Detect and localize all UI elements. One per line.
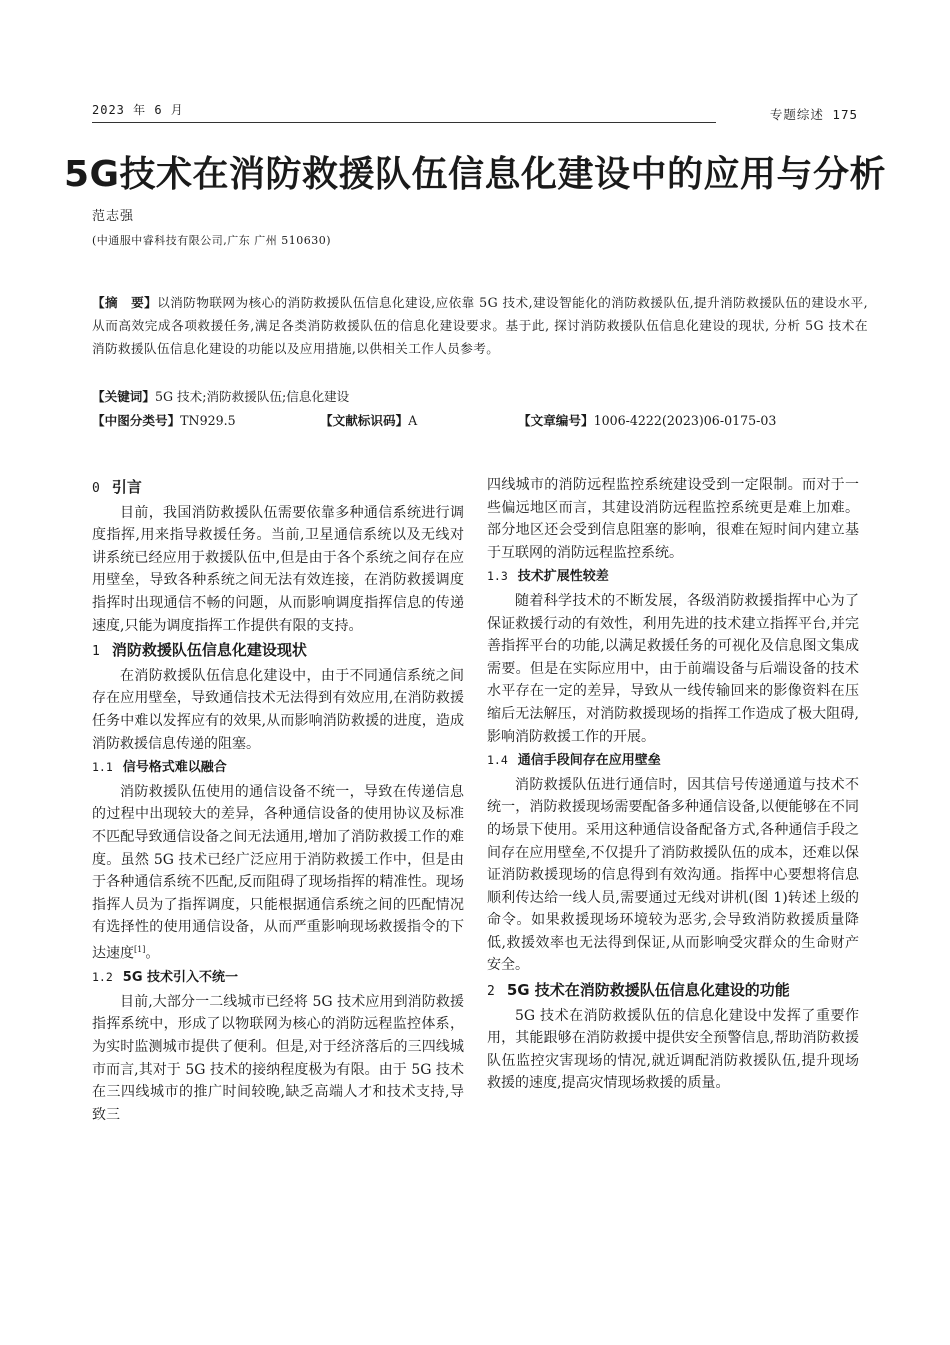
subsection-heading (92, 756, 464, 780)
affiliation: (中通服中睿科技有限公司,广东 广州 510630) (92, 234, 332, 247)
abstract (92, 291, 868, 360)
keywords (92, 386, 349, 405)
paragraph: 5G 技术在消防救援队伍的信息化建设中发挥了重要作用，其能跟够在消防救援中提供安全预警信息,帮助消防救援队伍监控灾害现场的情况,就近调配消防救援队伍,提升现场救援的速度,提高灾情现场救援的质量。 (487, 1007, 859, 1092)
subsection-number: 1.2 (92, 970, 113, 985)
header-rule (92, 122, 716, 123)
subsection-heading (487, 749, 859, 773)
paragraph: 在消防救援队伍信息化建设中，由于不同通信系统之间存在应用壁垒，导致通信技术无法得到有效应用,在消防救援任务中难以发挥应有的效果,从而影响消防救援的进度，造成消防救援信息传递的阻塞。 (92, 667, 464, 752)
subsection-title: 技术扩展性较差 (517, 569, 609, 585)
keywords-text: 5G 技术;消防救援队伍;信息化建设 (154, 389, 350, 404)
section-heading (92, 639, 464, 664)
paragraph-end: 。 (145, 945, 160, 962)
subsection-heading (92, 966, 464, 990)
section-heading (487, 979, 859, 1004)
paragraph: 随着科学技术的不断发展，各级消防救援指挥中心为了保证救援行动的有效性，利用先进的技术建立指挥平台,并完善指挥平台的功能,以满足救援任务的可视化及信息图文集成需要。但是在实际应用中，由于前端设备与后端设备的技术水平存在一定的差异，导致从一线传输回来的影像资料在压缩后无法解压，对消防救援现场的指挥工作造成了极大阻碍,影响消防救援工作的开展。 (487, 592, 859, 745)
clc-number (92, 410, 236, 429)
section-number: 0 (92, 481, 100, 496)
subsection-title: 5G 技术引入不统一 (122, 970, 239, 986)
header-date: 2023 年 6 月 (92, 103, 184, 117)
header-section-page: 专题综述 175 (769, 107, 858, 122)
abstract-label: 【摘 要】 (92, 295, 158, 310)
paragraph-continued: 四线城市的消防远程监控系统建设受到一定限制。而对于一些偏远地区而言，其建设消防远程监控系统更是难上加难。部分地区还会受到信息阻塞的影响，很难在短时间内建立基于互联网的消防远程监控系统。 (487, 477, 859, 561)
left-column (92, 474, 464, 1126)
paragraph (92, 781, 464, 965)
art-value: 1006-4222(2023)06-0175-03 (593, 413, 777, 428)
clc-value: TN929.5 (180, 413, 236, 428)
subsection-number: 1.3 (487, 569, 508, 584)
doc-value: A (408, 413, 418, 428)
citation-ref: [1] (134, 944, 146, 954)
clc-label: 【中图分类号】 (92, 413, 181, 428)
article-title: 5G技术在消防救援队伍信息化建设中的应用与分析 (63, 154, 887, 195)
keywords-label: 【关键词】 (92, 389, 155, 404)
author: 范志强 (92, 209, 135, 224)
subsection-title: 通信手段间存在应用壁垒 (517, 753, 661, 769)
subsection-number: 1.1 (92, 760, 113, 775)
paragraph: 目前,大部分一二线城市已经将 5G 技术应用到消防救援指挥系统中，形成了以物联网为核心的消防远程监控体系，为实时监测城市提供了便利。但是,对于经济落后的三四线城市而言,其对于 5G 技术的接纳程度极为有限。由于 5G 技术在三四线城市的推广时间较晚,缺乏高端人才和技术支持,导致三 (92, 993, 464, 1123)
subsection-heading (487, 565, 859, 589)
section-title: 引言 (111, 478, 142, 496)
subsection-number: 1.4 (487, 753, 508, 768)
section-heading (92, 476, 464, 501)
section-title: 消防救援队伍信息化建设现状 (111, 641, 307, 660)
right-column (487, 474, 859, 1095)
paragraph-text: 消防救援队伍使用的通信设备不统一，导致在传递信息的过程中出现较大的差异，各种通信设备的使用协议及标准不匹配导致通信设备之间无法通用,增加了消防救援工作的难度。虽然 5G 技术已经广泛应用于消防救援工作中，但是由于各种通信系统不匹配,反而阻碍了现场指挥的精准性。现场指挥人员为了指挥调度，只能根据通信系统之间的匹配情况有选择性的使用通信设备，从而严重影响现场救援指令的下达速度 (92, 783, 464, 962)
doc-label: 【文献标识码】 (320, 413, 409, 428)
subsection-title: 信号格式难以融合 (122, 760, 227, 776)
section-number: 2 (487, 984, 495, 1000)
section-number: 1 (92, 644, 100, 660)
paragraph: 消防救援队伍进行通信时，因其信号传递通道与技术不统一，消防救援现场需要配备多种通信设备,以便能够在不同的场景下使用。采用这种通信设备配备方式,各种通信手段之间存在应用壁垒,不仅提升了消防救援队伍的成本，还难以保证消防救援现场的信息得到有效沟通。指挥中心要想将信息顺利传达给一线人员,需要通过无线对讲机(图 1)转述上级的命令。如果救援现场环境较为恶劣,会导致消防救援质量降低,救援效率也无法得到保证,从而影响受灾群众的生命财产安全。 (487, 776, 859, 974)
document-code (320, 410, 417, 429)
section-title: 5G 技术在消防救援队伍信息化建设的功能 (506, 981, 790, 1000)
art-label: 【文章编号】 (518, 413, 594, 428)
abstract-text: 以消防物联网为核心的消防救援队伍信息化建设,应依靠 5G 技术,建设智能化的消防救援队伍,提升消防救援队伍的建设水平,从而高效完成各项救援任务,满足各类消防救援队伍的信息化建设要求。基于此, 探讨消防救援队伍信息化建设的现状, 分析 5G 技术在消防救援队伍信息化建设的功能以及应用措施,以供相关工作人员参考。 (92, 295, 868, 356)
paragraph: 目前，我国消防救援队伍需要依靠多种通信系统进行调度指挥,用来指导救援任务。当前,卫星通信系统以及无线对讲系统已经应用于救援队伍中,但是由于各个系统之间存在应用壁垒，导致各种系统之间无法有效连接，在消防救援调度指挥时出现通信不畅的问题，从而影响调度指挥信息的传递速度,只能为调度指挥工作提供有限的支持。 (92, 504, 464, 634)
article-number (518, 410, 776, 429)
